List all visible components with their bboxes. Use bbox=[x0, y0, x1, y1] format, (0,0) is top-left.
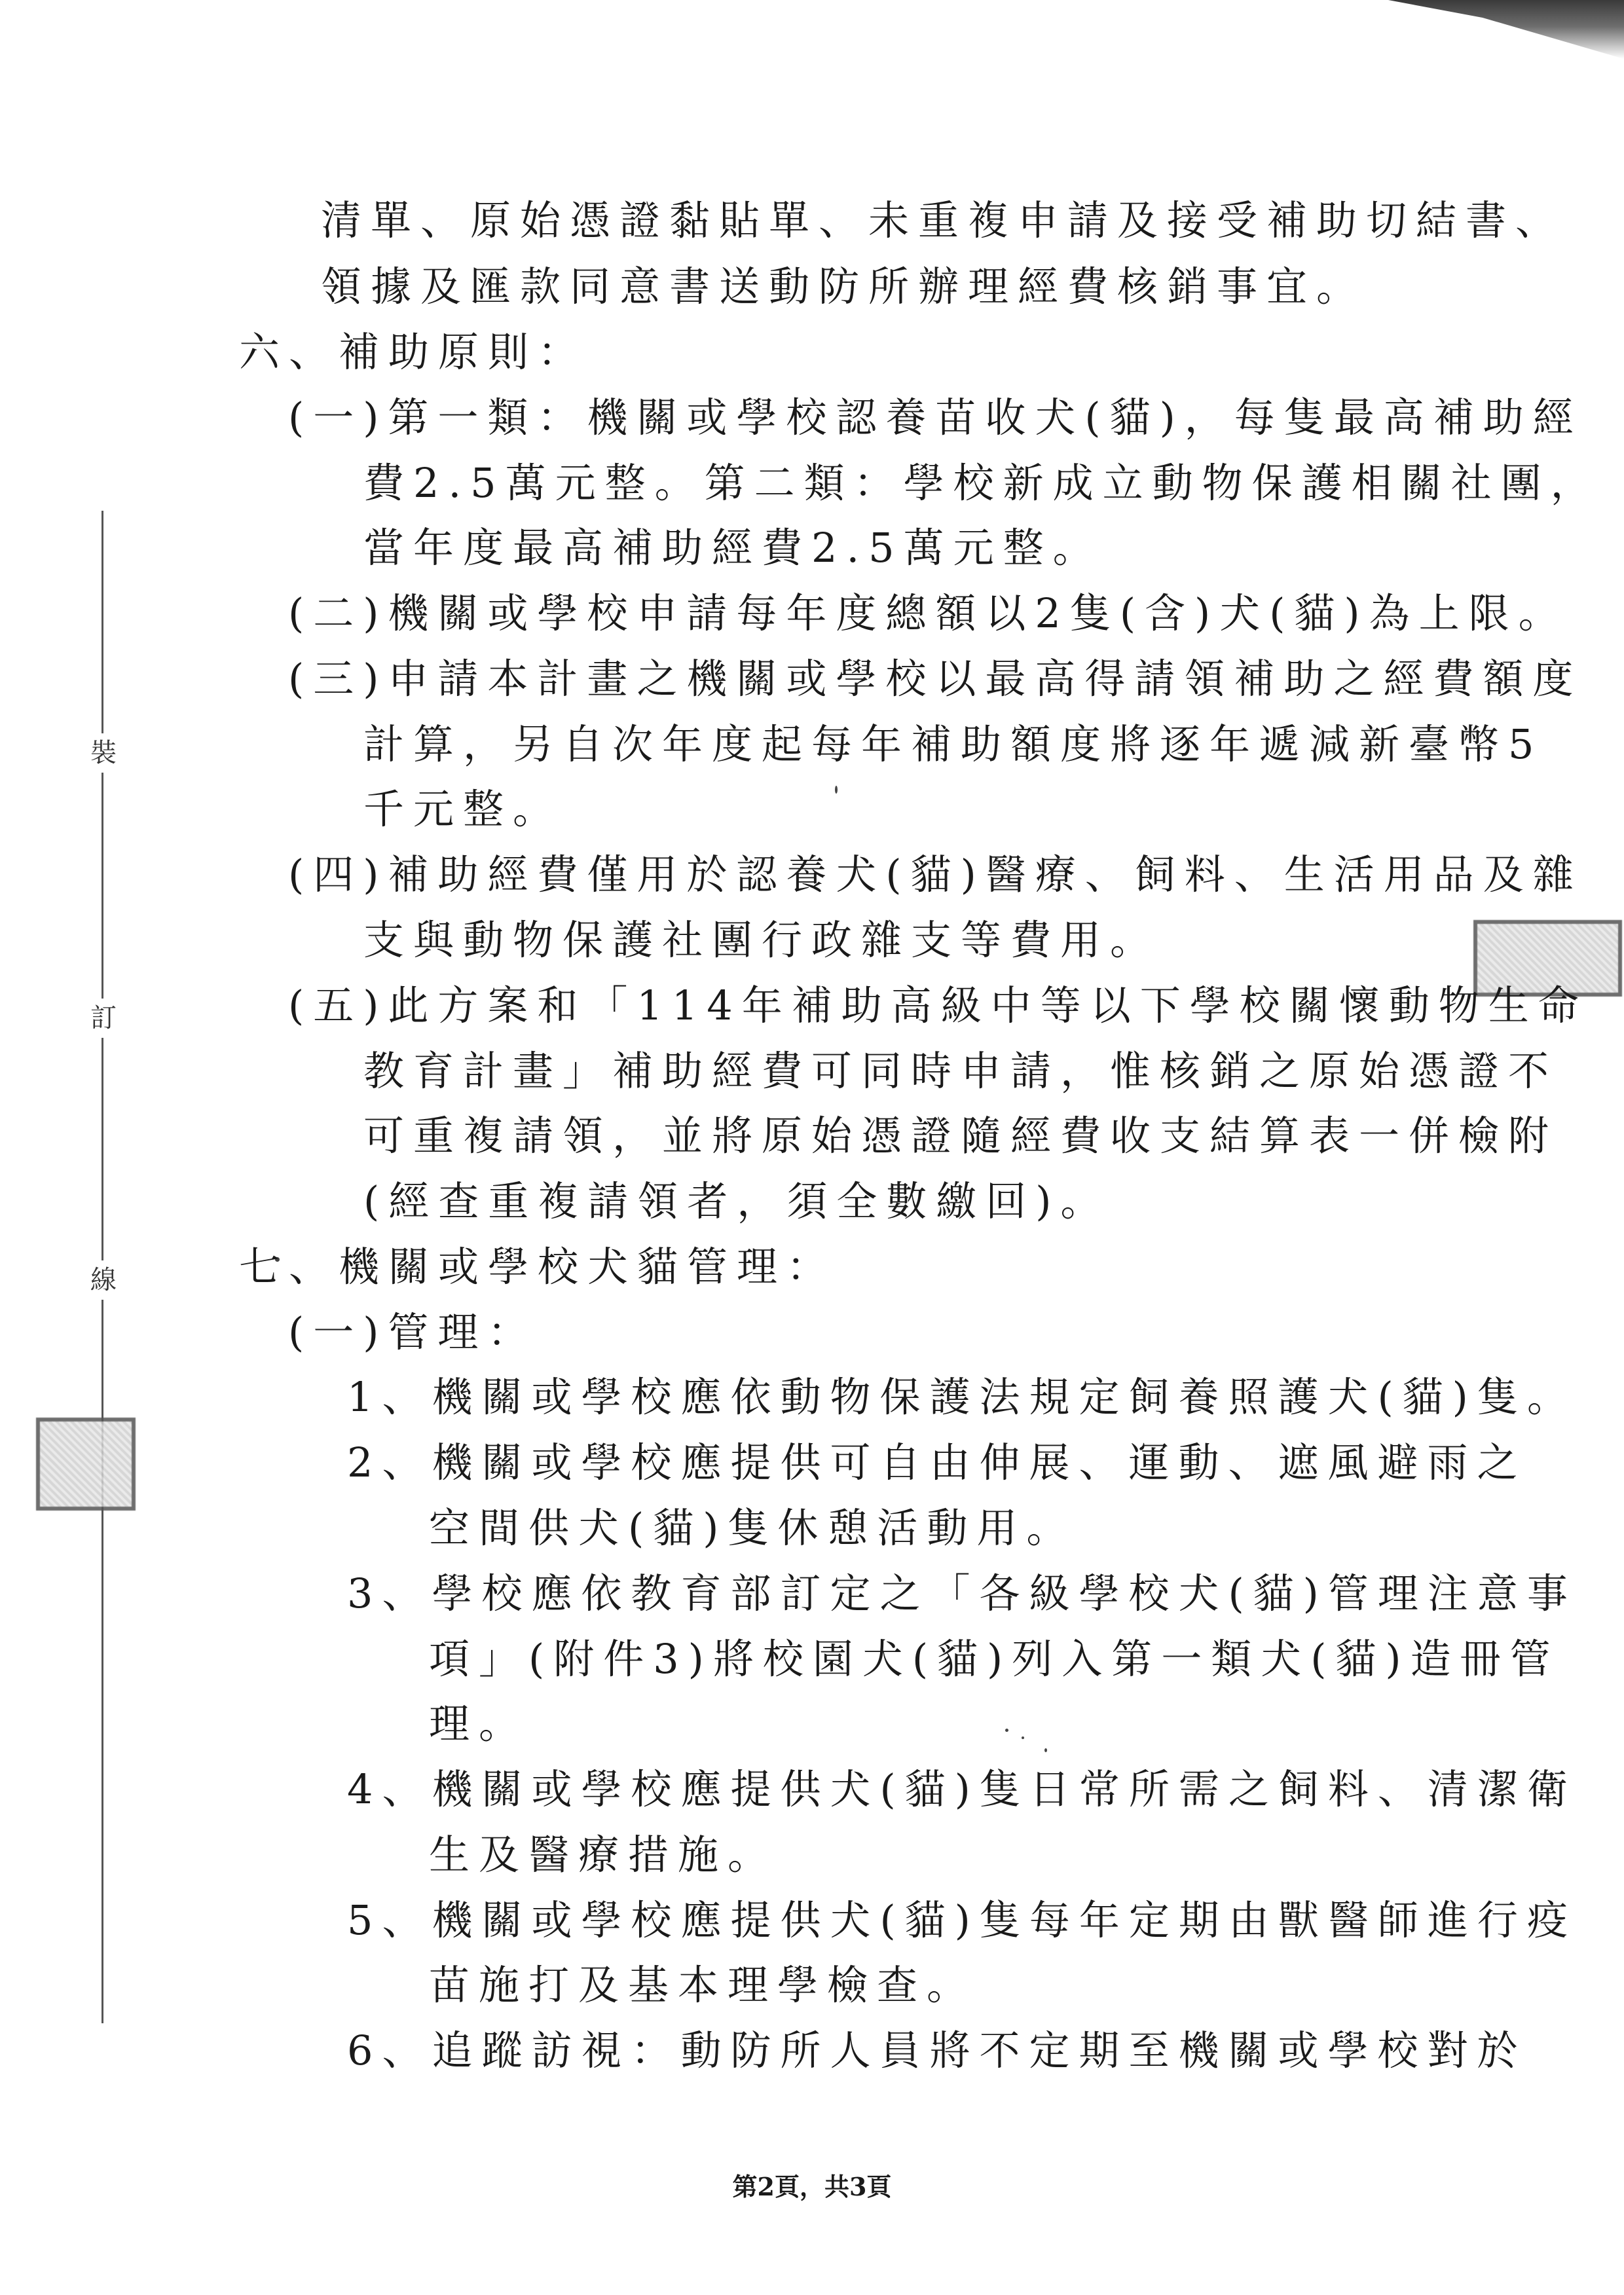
binding-char-xian: 線 bbox=[90, 1260, 117, 1300]
section-heading-six: 六、補助原則： bbox=[239, 328, 588, 376]
text-line: (三)申請本計畫之機關或學校以最高得請領補助之經費額度 bbox=[288, 655, 1583, 703]
scan-speck bbox=[1022, 1736, 1024, 1739]
text-line: 計算，另自次年度起每年補助額度將逐年遞減新臺幣5 bbox=[363, 720, 1543, 768]
seal-stamp-left bbox=[36, 1418, 136, 1511]
text-line: (二)機關或學校申請每年度總額以2隻(含)犬(貓)為上限。 bbox=[288, 589, 1568, 637]
text-line: 3、學校應依教育部訂定之「各級學校犬(貓)管理注意事 bbox=[347, 1570, 1577, 1617]
text-line: 費2.5萬元整。第二類：學校新成立動物保護相關社團， bbox=[363, 459, 1600, 507]
text-line: 項」(附件3)將校園犬(貓)列入第一類犬(貓)造冊管 bbox=[429, 1635, 1560, 1683]
text-line: 6、追蹤訪視：動防所人員將不定期至機關或學校對於 bbox=[347, 2027, 1527, 2074]
text-line: 空間供犬(貓)隻休憩活動用。 bbox=[429, 1504, 1077, 1552]
text-line: 1、機關或學校應依動物保護法規定飼養照護犬(貓)隻。 bbox=[347, 1373, 1577, 1421]
text-line: 苗施打及基本理學檢查。 bbox=[429, 1961, 977, 2009]
page-number: 第2頁，共3頁 bbox=[732, 2172, 892, 2201]
text-line: (一)管理： bbox=[288, 1308, 538, 1356]
text-line: (五)此方案和「114年補助高級中等以下學校關懷動物生命 bbox=[288, 982, 1588, 1029]
text-line: 教育計畫」補助經費可同時申請，惟核銷之原始憑證不 bbox=[363, 1047, 1559, 1095]
text-line: (四)補助經費僅用於認養犬(貓)醫療、飼料、生活用品及雜 bbox=[288, 851, 1583, 898]
text-line: 千元整。 bbox=[363, 785, 563, 833]
text-line: 2、機關或學校應提供可自由伸展、運動、遮風避雨之 bbox=[347, 1439, 1527, 1486]
text-line: (一)第一類：機關或學校認養苗收犬(貓)，每隻最高補助經 bbox=[288, 394, 1583, 441]
text-line: 當年度最高補助經費2.5萬元整。 bbox=[363, 524, 1103, 572]
binding-char-ding: 訂 bbox=[90, 999, 117, 1038]
text-line: 清單、原始憑證黏貼單、未重複申請及接受補助切結書、 bbox=[321, 196, 1566, 244]
section-heading-seven: 七、機關或學校犬貓管理： bbox=[239, 1243, 837, 1291]
text-line: 支與動物保護社團行政雜支等費用。 bbox=[363, 916, 1160, 964]
text-line: 理。 bbox=[429, 1700, 529, 1748]
binding-char-zhuang: 裝 bbox=[90, 733, 117, 773]
scan-corner-shadow bbox=[1388, 0, 1624, 59]
text-line: 生及醫療措施。 bbox=[429, 1831, 778, 1879]
scan-speck bbox=[835, 786, 838, 794]
scan-speck bbox=[1044, 1748, 1047, 1752]
text-line: 4、機關或學校應提供犬(貓)隻日常所需之飼料、清潔衛 bbox=[347, 1765, 1577, 1813]
text-line: 5、機關或學校應提供犬(貓)隻每年定期由獸醫師進行疫 bbox=[347, 1896, 1577, 1944]
text-line: (經查重複請領者，須全數繳回)。 bbox=[363, 1177, 1111, 1225]
scan-speck bbox=[1005, 1729, 1008, 1732]
text-line: 領據及匯款同意書送動防所辦理經費核銷事宜。 bbox=[321, 263, 1367, 310]
text-line: 可重複請領，並將原始憑證隨經費收支結算表一併檢附 bbox=[363, 1112, 1559, 1160]
